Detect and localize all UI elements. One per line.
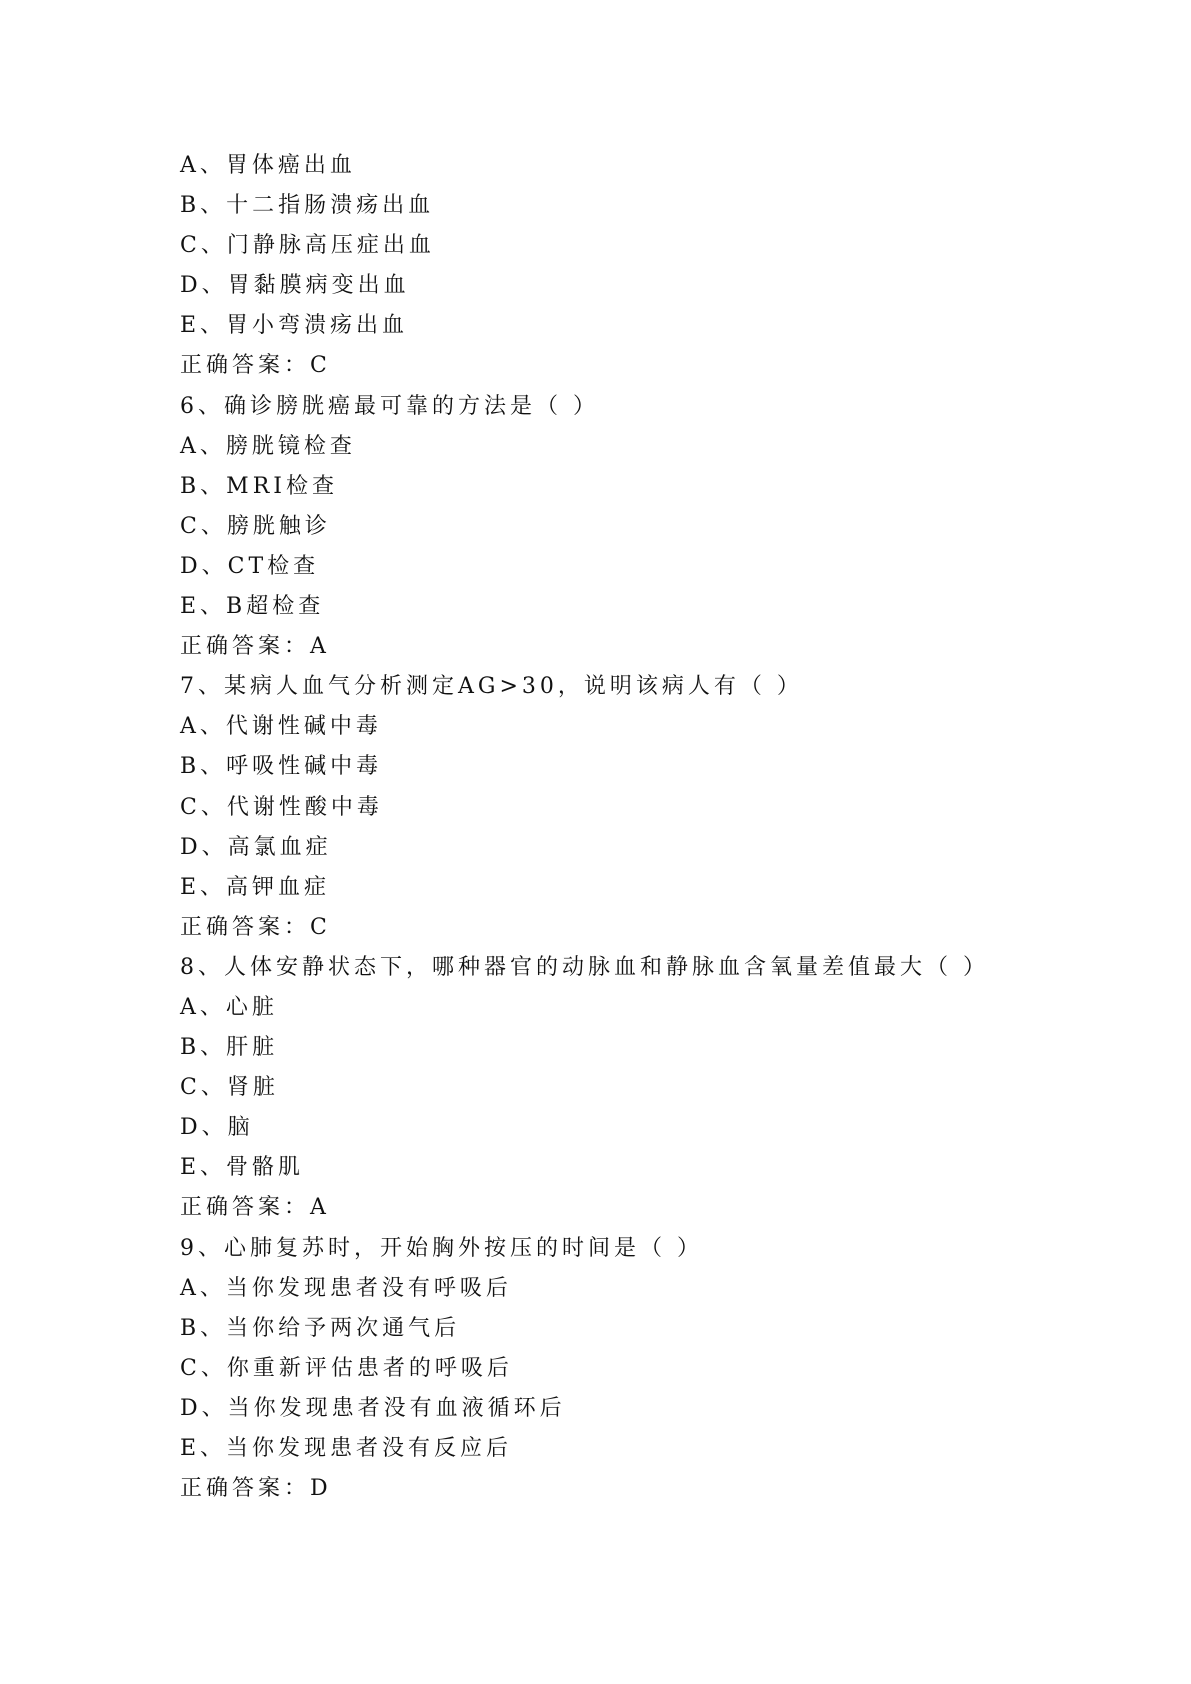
answer-line: 正确答案：D xyxy=(180,1476,332,1502)
option-line: A、膀胱镜检查 xyxy=(180,433,356,459)
option-line: D、高氯血症 xyxy=(180,834,332,860)
option-line: D、胃黏膜病变出血 xyxy=(180,273,410,299)
option-line: A、代谢性碱中毒 xyxy=(180,714,382,740)
option-line: E、胃小弯溃疡出血 xyxy=(180,313,409,339)
option-line: B、MRI检查 xyxy=(180,473,338,499)
option-line: D、脑 xyxy=(180,1115,254,1141)
answer-line: 正确答案：A xyxy=(180,634,330,660)
question-line: 7、某病人血气分析测定AG>30，说明该病人有（ ） xyxy=(180,674,803,700)
question-line: 8、人体安静状态下，哪种器官的动脉血和静脉血含氧量差值最大（ ） xyxy=(180,954,989,980)
option-line: C、肾脏 xyxy=(180,1075,279,1101)
answer-line: 正确答案：C xyxy=(180,914,331,940)
option-line: B、当你给予两次通气后 xyxy=(180,1315,461,1341)
option-line: C、你重新评估患者的呼吸后 xyxy=(180,1355,513,1381)
option-line: B、肝脏 xyxy=(180,1035,279,1061)
answer-line: 正确答案：A xyxy=(180,1195,330,1221)
option-line: D、CT检查 xyxy=(180,553,320,579)
option-line: C、代谢性酸中毒 xyxy=(180,794,383,820)
option-line: B、呼吸性碱中毒 xyxy=(180,754,383,780)
question-line: 9、心肺复苏时，开始胸外按压的时间是（ ） xyxy=(180,1235,703,1261)
option-line: E、当你发现患者没有反应后 xyxy=(180,1436,513,1461)
option-line: D、当你发现患者没有血液循环后 xyxy=(180,1395,566,1421)
option-line: E、高钾血症 xyxy=(180,874,331,900)
option-line: E、骨骼肌 xyxy=(180,1155,305,1181)
option-line: A、当你发现患者没有呼吸后 xyxy=(180,1275,512,1301)
option-line: B、十二指肠溃疡出血 xyxy=(180,193,435,219)
option-line: E、B超检查 xyxy=(180,594,325,620)
question-line: 6、确诊膀胱癌最可靠的方法是（ ） xyxy=(180,393,599,419)
option-line: C、膀胱触诊 xyxy=(180,513,331,539)
document-body xyxy=(180,146,1140,1509)
option-line: A、心脏 xyxy=(180,994,278,1020)
option-line: C、门静脉高压症出血 xyxy=(180,233,435,259)
option-line: A、胃体癌出血 xyxy=(180,153,356,178)
answer-line: 正确答案：C xyxy=(180,353,331,379)
